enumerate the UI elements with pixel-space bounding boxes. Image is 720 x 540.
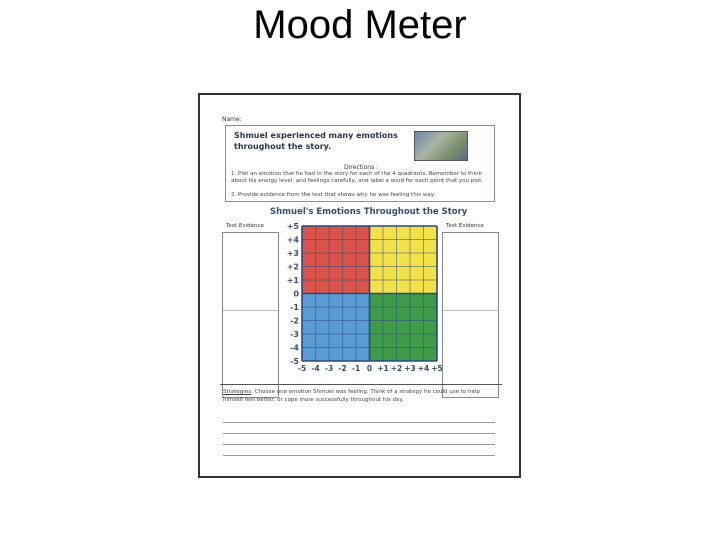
- y-tick-label: -3: [290, 330, 299, 339]
- writing-line: [223, 422, 495, 423]
- y-tick-label: +4: [286, 235, 299, 245]
- direction-item-1: 1. Plot an emotion that he had in the story for each of the 4 quadrants. Remember to think about his energy level, and feelings carefully, and label a word for each point that you plot.: [231, 171, 484, 184]
- quadrant-bottom-right: [370, 294, 438, 362]
- quadrant-bottom-left: [302, 294, 370, 362]
- y-tick-label: +5: [286, 222, 299, 231]
- y-tick-label: +3: [286, 249, 299, 258]
- header-title: Shmuel experienced many emotions throughout the story.: [234, 131, 398, 151]
- left-evidence-box: [222, 223, 279, 398]
- name-label: Name:: [222, 116, 242, 123]
- y-tick-label: -5: [290, 357, 299, 366]
- x-tick-label: -3: [324, 364, 334, 373]
- strategies-text: [223, 389, 501, 404]
- story-photo: [414, 131, 468, 161]
- writing-line: [223, 433, 495, 434]
- direction-item-2: 2. Provide evidence from the text that shows why he was feeling this way.: [231, 192, 435, 198]
- y-tick-label: -4: [290, 343, 299, 353]
- directions-label: Directions :: [344, 164, 379, 171]
- x-tick-label: -5: [297, 364, 307, 373]
- writing-line: [223, 444, 495, 445]
- x-tick-label: -1: [351, 364, 361, 373]
- right-evidence-box: [442, 223, 499, 398]
- left-evidence-divider: [223, 310, 278, 311]
- strategies-label: Strategies: [223, 389, 252, 395]
- chart-title: Shmuel's Emotions Throughout the Story: [270, 207, 468, 217]
- mood-meter-chart: [277, 222, 443, 383]
- y-tick-label: 0: [293, 289, 299, 299]
- x-tick-label: +4: [417, 364, 430, 373]
- right-evidence-label: Text Evidence: [446, 223, 484, 229]
- slide-title: Mood Meter: [253, 3, 467, 47]
- y-tick-label: +2: [286, 262, 299, 272]
- x-tick-label: +2: [390, 364, 403, 373]
- left-evidence-label: Text Evidence: [226, 223, 264, 229]
- strategies-prompt: : Choose one emotion Shmuel was feeling. Think of a strategy he could use to help himself feel better, or cope more successfully throughout his day.: [223, 389, 480, 403]
- quadrant-top-right: [370, 226, 438, 294]
- y-tick-label: -1: [290, 303, 299, 312]
- y-tick-label: +1: [286, 276, 299, 285]
- header-box: [225, 125, 495, 202]
- y-tick-label: -2: [290, 316, 299, 326]
- x-tick-label: +5: [431, 364, 443, 373]
- x-tick-label: -2: [338, 364, 347, 373]
- x-tick-label: +1: [377, 364, 389, 373]
- worksheet-image: [198, 93, 521, 478]
- x-tick-label: +3: [404, 364, 416, 373]
- right-evidence-divider: [443, 310, 498, 311]
- quadrant-top-left: [302, 226, 370, 294]
- writing-line: [223, 455, 495, 456]
- strategies-section: [220, 384, 502, 465]
- x-tick-label: 0: [366, 364, 373, 373]
- x-tick-label: -4: [311, 364, 320, 373]
